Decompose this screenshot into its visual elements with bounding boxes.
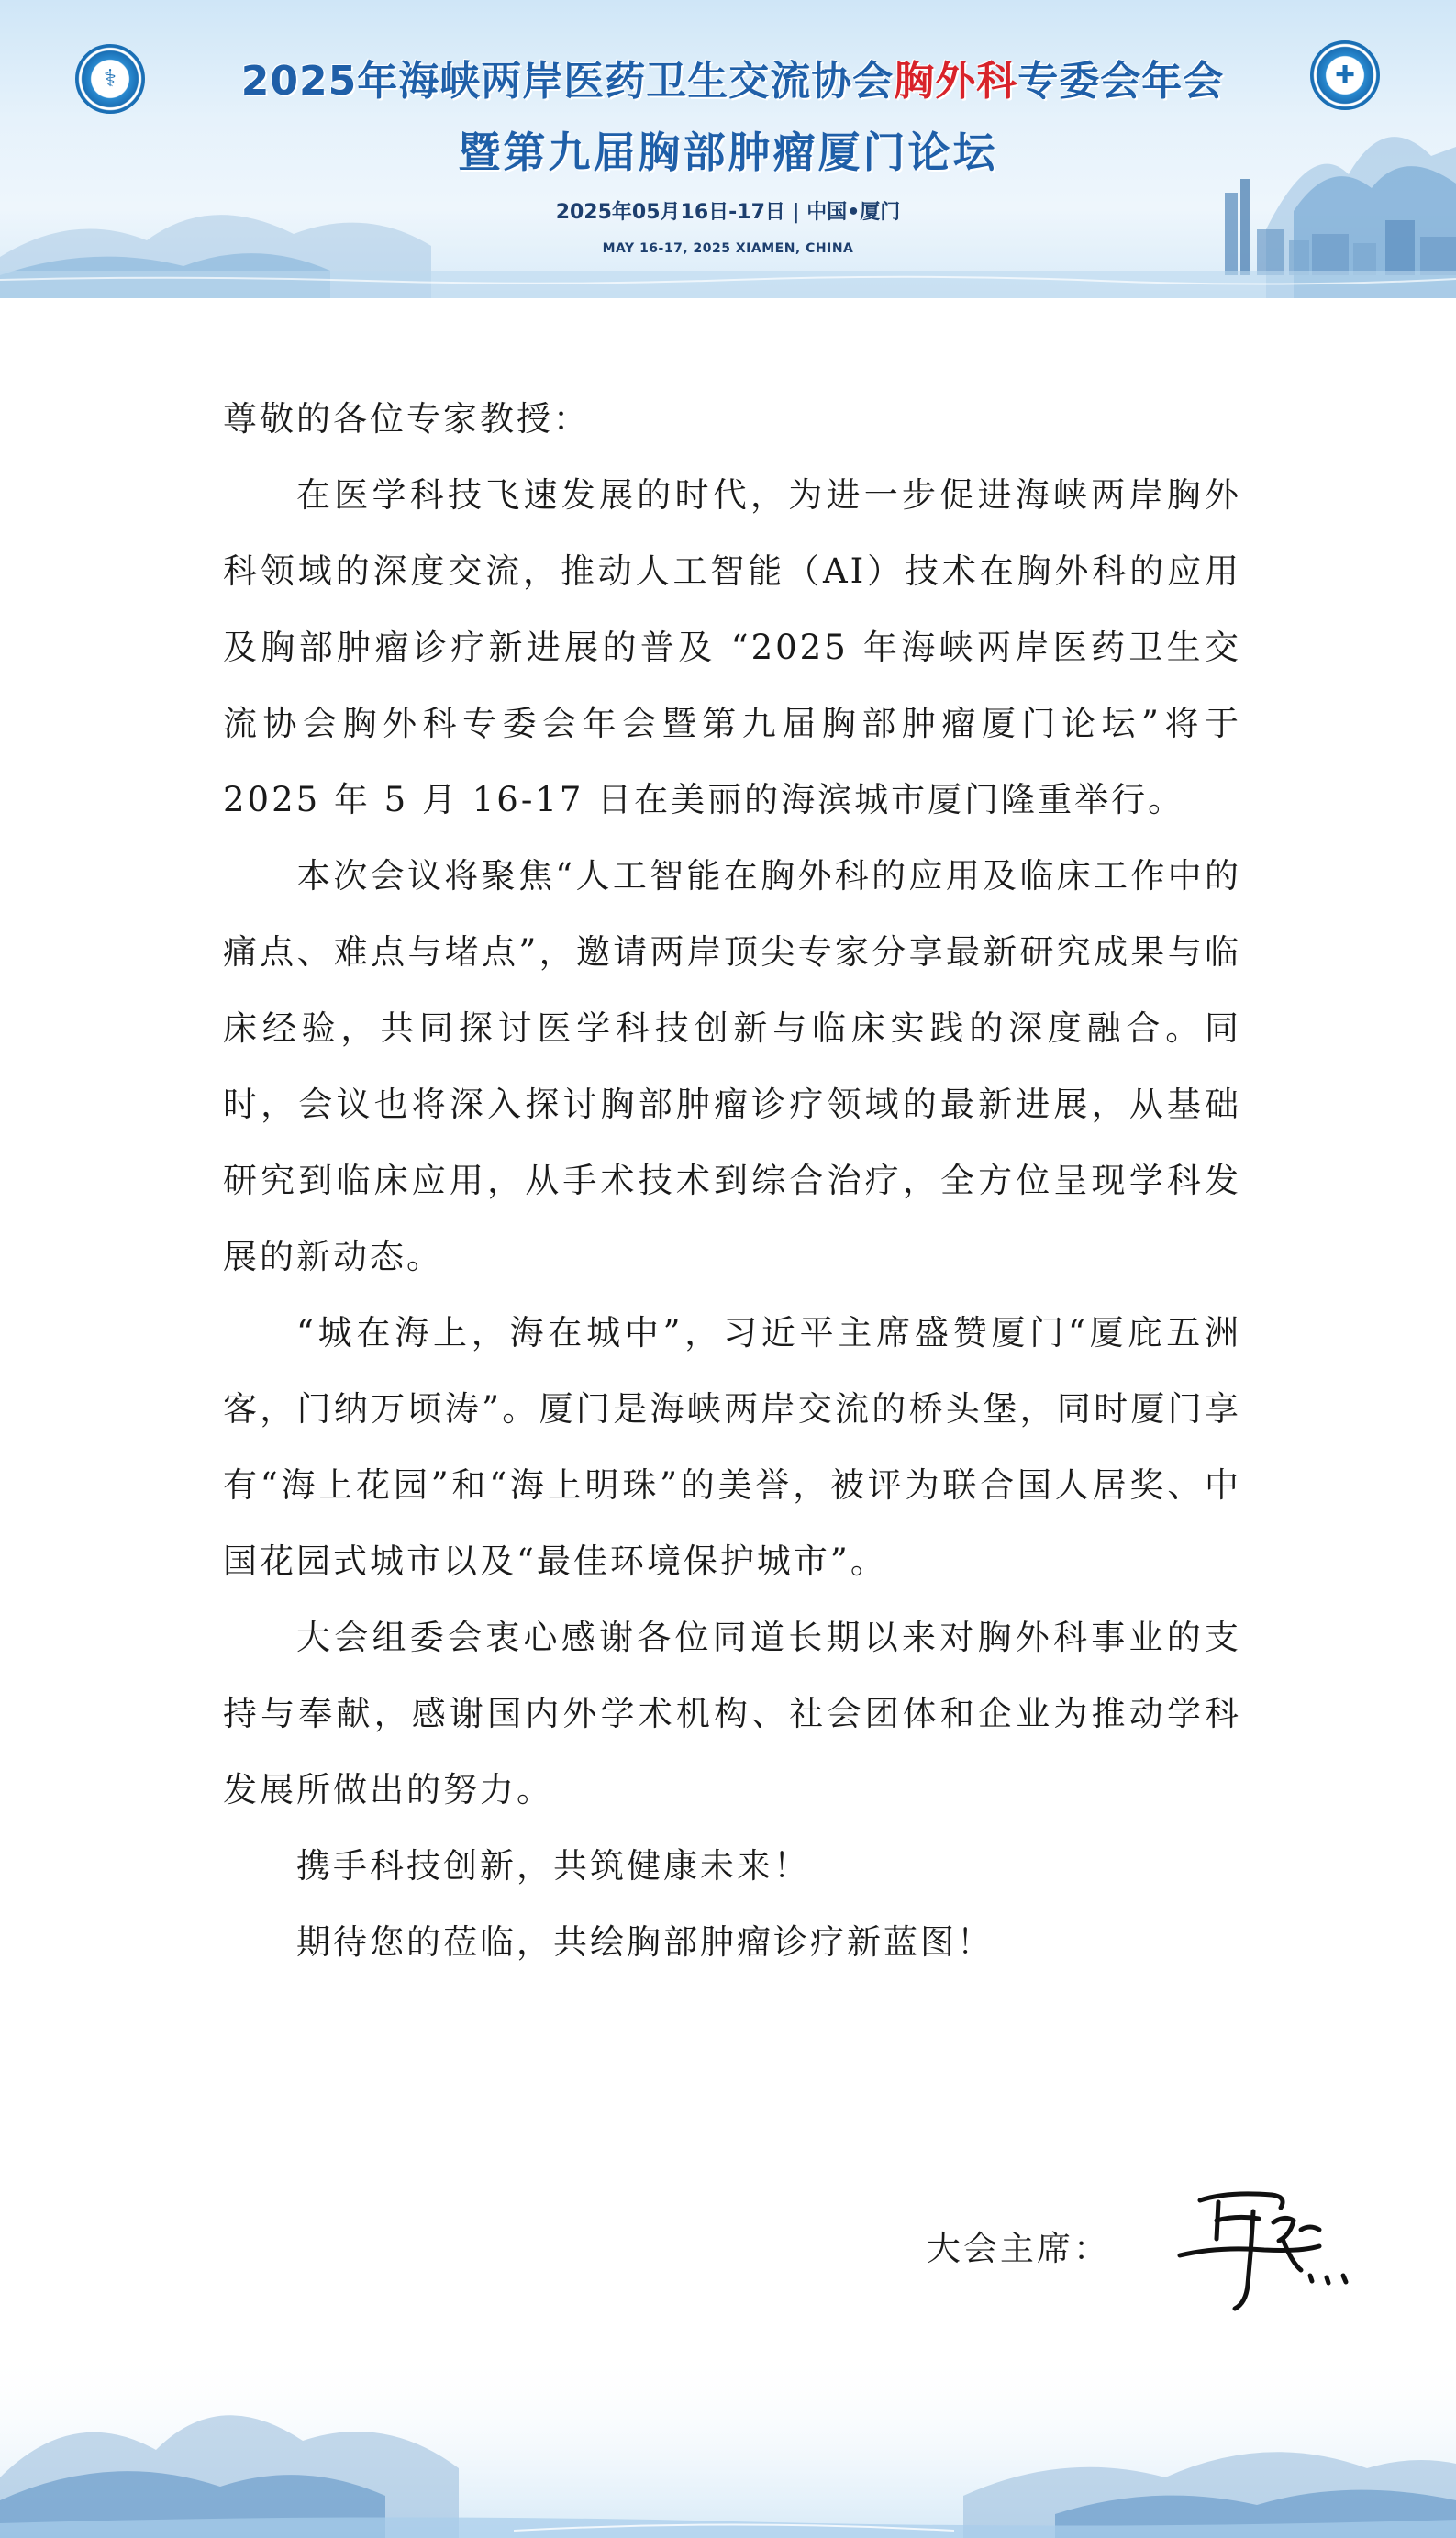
paragraph-intro: 在医学科技飞速发展的时代，为进一步促进海峡两岸胸外科领域的深度交流，推动人工智能（AI）技术在胸外科的应用及胸部肿瘤诊疗新进展的普及 “2025 年海峡两岸医药卫生交流协会胸外科专委会年会暨第九届胸部肿瘤厦门论坛”将于 2025 年 5 月 16-17 日在美丽的海滨城市厦门隆重举行。 (223, 475, 1241, 819)
header-banner (0, 0, 1456, 298)
conference-date-chinese: 2025年05月16日-17日 | 中国•厦门 (555, 201, 901, 224)
medical-cross-icon: ✚ (1335, 61, 1355, 89)
paragraph-slogan-2: 期待您的莅临，共绘胸部肿瘤诊疗新蓝图！ (296, 1922, 994, 1962)
signature-label: 大会主席： (927, 2229, 1110, 2268)
association-logo-left (75, 44, 145, 114)
title-part1: 2025年海峡两岸医药卫生交流协会 (240, 58, 895, 105)
letter-salutation: 尊敬的各位专家教授： (223, 399, 590, 439)
title-highlight: 胸外科 (894, 58, 1018, 105)
conference-title (161, 48, 1304, 106)
title-part2: 专委会年会 (1017, 58, 1225, 105)
chairman-handwritten-signature (1163, 2175, 1367, 2321)
association-logo-right (1310, 40, 1380, 110)
caduceus-icon: ⚕ (103, 65, 117, 93)
invitation-letter (223, 381, 1241, 1980)
conference-date-english: MAY 16-17, 2025 XIAMEN, CHINA (602, 241, 854, 256)
footer-landscape-illustration (0, 2349, 1456, 2538)
conference-subtitle: 暨第九届胸部肿瘤厦门论坛 (458, 128, 998, 177)
paragraph-focus: 本次会议将聚焦“人工智能在胸外科的应用及临床工作中的痛点、难点与堵点”，邀请两岸顶尖专家分享最新研究成果与临床经验，共同探讨医学科技创新与临床实践的深度融合。同时，会议也将深入探讨胸部肿瘤诊疗领域的最新进展，从基础研究到临床应用，从手术技术到综合治疗，全方位呈现学科发展的新动态。 (223, 856, 1241, 1276)
paragraph-thanks: 大会组委会衷心感谢各位同道长期以来对胸外科事业的支持与奉献，感谢国内外学术机构、社会团体和企业为推动学科发展所做出的努力。 (223, 1618, 1241, 1809)
paragraph-xiamen: “城在海上，海在城中”，习近平主席盛赞厦门“厦庇五洲客，门纳万顷涛”。厦门是海峡两岸交流的桥头堡，同时厦门享有“海上花园”和“海上明珠”的美誉，被评为联合国人居奖、中国花园式城市以及“最佳环境保护城市”。 (223, 1313, 1241, 1581)
paragraph-slogan-1: 携手科技创新，共筑健康未来！ (296, 1846, 810, 1886)
